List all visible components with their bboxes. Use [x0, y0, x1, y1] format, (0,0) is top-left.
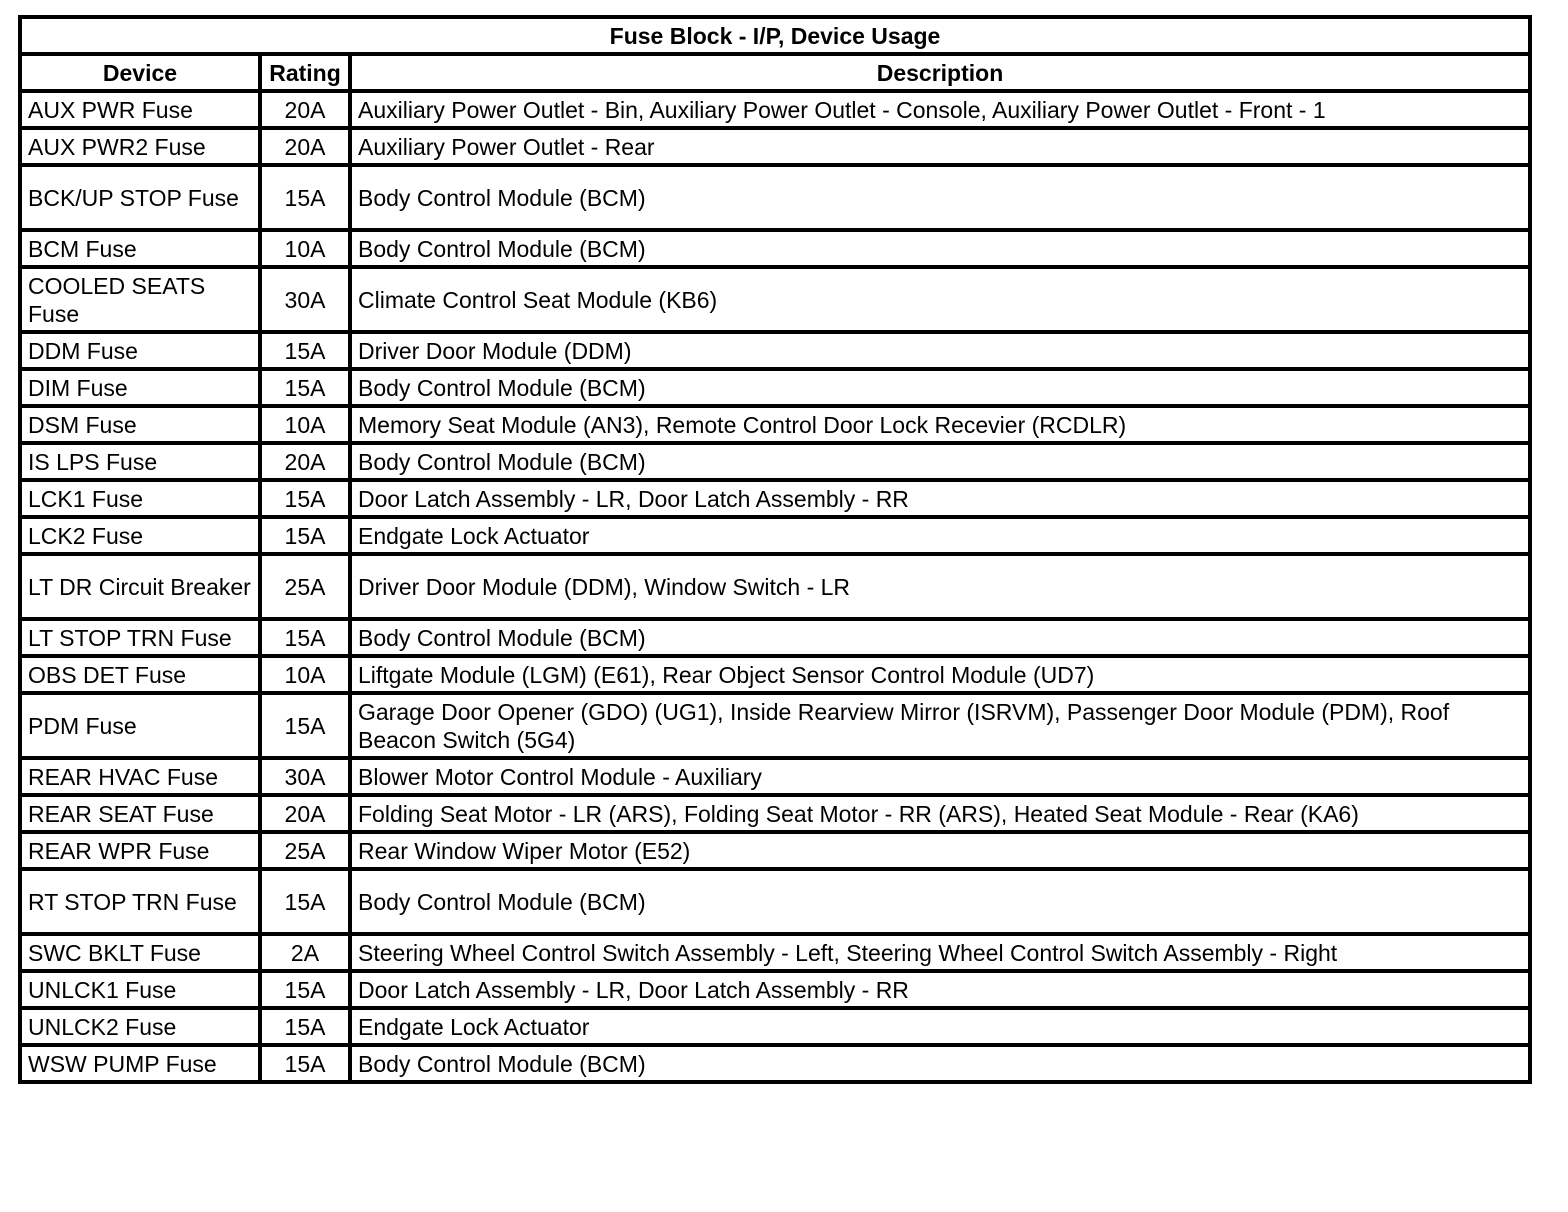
description-cell: Rear Window Wiper Motor (E52)	[350, 832, 1530, 869]
header-rating: Rating	[260, 54, 350, 91]
rating-cell: 15A	[260, 332, 350, 369]
rating-cell: 30A	[260, 758, 350, 795]
table-row	[20, 91, 1530, 128]
description-cell: Door Latch Assembly - LR, Door Latch Assembly - RR	[350, 971, 1530, 1008]
description-cell: Garage Door Opener (GDO) (UG1), Inside Rearview Mirror (ISRVM), Passenger Door Module (PDM), Roof Beacon Switch (5G4)	[350, 693, 1530, 758]
rating-cell: 20A	[260, 91, 350, 128]
device-cell: LT DR Circuit Breaker	[20, 554, 260, 619]
description-cell: Body Control Module (BCM)	[350, 1045, 1530, 1082]
table-row	[20, 165, 1530, 230]
rating-cell: 15A	[260, 165, 350, 230]
header-device: Device	[20, 54, 260, 91]
device-cell: AUX PWR Fuse	[20, 91, 260, 128]
table-row	[20, 406, 1530, 443]
device-cell: PDM Fuse	[20, 693, 260, 758]
description-cell: Body Control Module (BCM)	[350, 230, 1530, 267]
rating-cell: 15A	[260, 517, 350, 554]
rating-cell: 20A	[260, 795, 350, 832]
description-cell: Door Latch Assembly - LR, Door Latch Assembly - RR	[350, 480, 1530, 517]
device-cell: RT STOP TRN Fuse	[20, 869, 260, 934]
device-cell: REAR SEAT Fuse	[20, 795, 260, 832]
fuse-usage-table	[18, 15, 1532, 1084]
rating-cell: 25A	[260, 554, 350, 619]
description-cell: Climate Control Seat Module (KB6)	[350, 267, 1530, 332]
table-row	[20, 1008, 1530, 1045]
rating-cell: 10A	[260, 406, 350, 443]
header-row	[20, 54, 1530, 91]
description-cell: Auxiliary Power Outlet - Rear	[350, 128, 1530, 165]
table-row	[20, 795, 1530, 832]
header-description: Description	[350, 54, 1530, 91]
rating-cell: 20A	[260, 128, 350, 165]
device-cell: BCK/UP STOP Fuse	[20, 165, 260, 230]
table-row	[20, 832, 1530, 869]
device-cell: UNLCK2 Fuse	[20, 1008, 260, 1045]
table-row	[20, 230, 1530, 267]
description-cell: Body Control Module (BCM)	[350, 869, 1530, 934]
table-row	[20, 869, 1530, 934]
description-cell: Liftgate Module (LGM) (E61), Rear Object Sensor Control Module (UD7)	[350, 656, 1530, 693]
device-cell: REAR WPR Fuse	[20, 832, 260, 869]
rating-cell: 15A	[260, 369, 350, 406]
table-row	[20, 656, 1530, 693]
description-cell: Blower Motor Control Module - Auxiliary	[350, 758, 1530, 795]
description-cell: Body Control Module (BCM)	[350, 165, 1530, 230]
table-row	[20, 443, 1530, 480]
rating-cell: 10A	[260, 230, 350, 267]
description-cell: Auxiliary Power Outlet - Bin, Auxiliary Power Outlet - Console, Auxiliary Power Outlet - Front - 1	[350, 91, 1530, 128]
table-row	[20, 934, 1530, 971]
rating-cell: 15A	[260, 1008, 350, 1045]
device-cell: OBS DET Fuse	[20, 656, 260, 693]
table-row	[20, 554, 1530, 619]
device-cell: REAR HVAC Fuse	[20, 758, 260, 795]
device-cell: DDM Fuse	[20, 332, 260, 369]
description-cell: Endgate Lock Actuator	[350, 517, 1530, 554]
description-cell: Body Control Module (BCM)	[350, 443, 1530, 480]
rating-cell: 30A	[260, 267, 350, 332]
device-cell: SWC BKLT Fuse	[20, 934, 260, 971]
description-cell: Memory Seat Module (AN3), Remote Control Door Lock Recevier (RCDLR)	[350, 406, 1530, 443]
device-cell: WSW PUMP Fuse	[20, 1045, 260, 1082]
table-row	[20, 619, 1530, 656]
rating-cell: 10A	[260, 656, 350, 693]
rating-cell: 15A	[260, 971, 350, 1008]
table-row	[20, 128, 1530, 165]
title-row	[20, 17, 1530, 54]
table-row	[20, 332, 1530, 369]
rating-cell: 2A	[260, 934, 350, 971]
description-cell: Endgate Lock Actuator	[350, 1008, 1530, 1045]
description-cell: Steering Wheel Control Switch Assembly - Left, Steering Wheel Control Switch Assembly - Right	[350, 934, 1530, 971]
table-row	[20, 480, 1530, 517]
table-title: Fuse Block - I/P, Device Usage	[20, 17, 1530, 54]
device-cell: LCK2 Fuse	[20, 517, 260, 554]
device-cell: DIM Fuse	[20, 369, 260, 406]
rating-cell: 15A	[260, 869, 350, 934]
table-row	[20, 369, 1530, 406]
table-row	[20, 758, 1530, 795]
table-row	[20, 267, 1530, 332]
rating-cell: 15A	[260, 480, 350, 517]
device-cell: LT STOP TRN Fuse	[20, 619, 260, 656]
description-cell: Body Control Module (BCM)	[350, 619, 1530, 656]
device-cell: COOLED SEATS Fuse	[20, 267, 260, 332]
device-cell: IS LPS Fuse	[20, 443, 260, 480]
description-cell: Body Control Module (BCM)	[350, 369, 1530, 406]
table-row	[20, 517, 1530, 554]
device-cell: AUX PWR2 Fuse	[20, 128, 260, 165]
device-cell: UNLCK1 Fuse	[20, 971, 260, 1008]
table-row	[20, 1045, 1530, 1082]
rating-cell: 25A	[260, 832, 350, 869]
table-row	[20, 693, 1530, 758]
description-cell: Driver Door Module (DDM), Window Switch - LR	[350, 554, 1530, 619]
description-cell: Driver Door Module (DDM)	[350, 332, 1530, 369]
table-row	[20, 971, 1530, 1008]
device-cell: LCK1 Fuse	[20, 480, 260, 517]
rating-cell: 15A	[260, 693, 350, 758]
device-cell: DSM Fuse	[20, 406, 260, 443]
description-cell: Folding Seat Motor - LR (ARS), Folding Seat Motor - RR (ARS), Heated Seat Module - Rear (KA6)	[350, 795, 1530, 832]
rating-cell: 20A	[260, 443, 350, 480]
device-cell: BCM Fuse	[20, 230, 260, 267]
rating-cell: 15A	[260, 619, 350, 656]
rating-cell: 15A	[260, 1045, 350, 1082]
